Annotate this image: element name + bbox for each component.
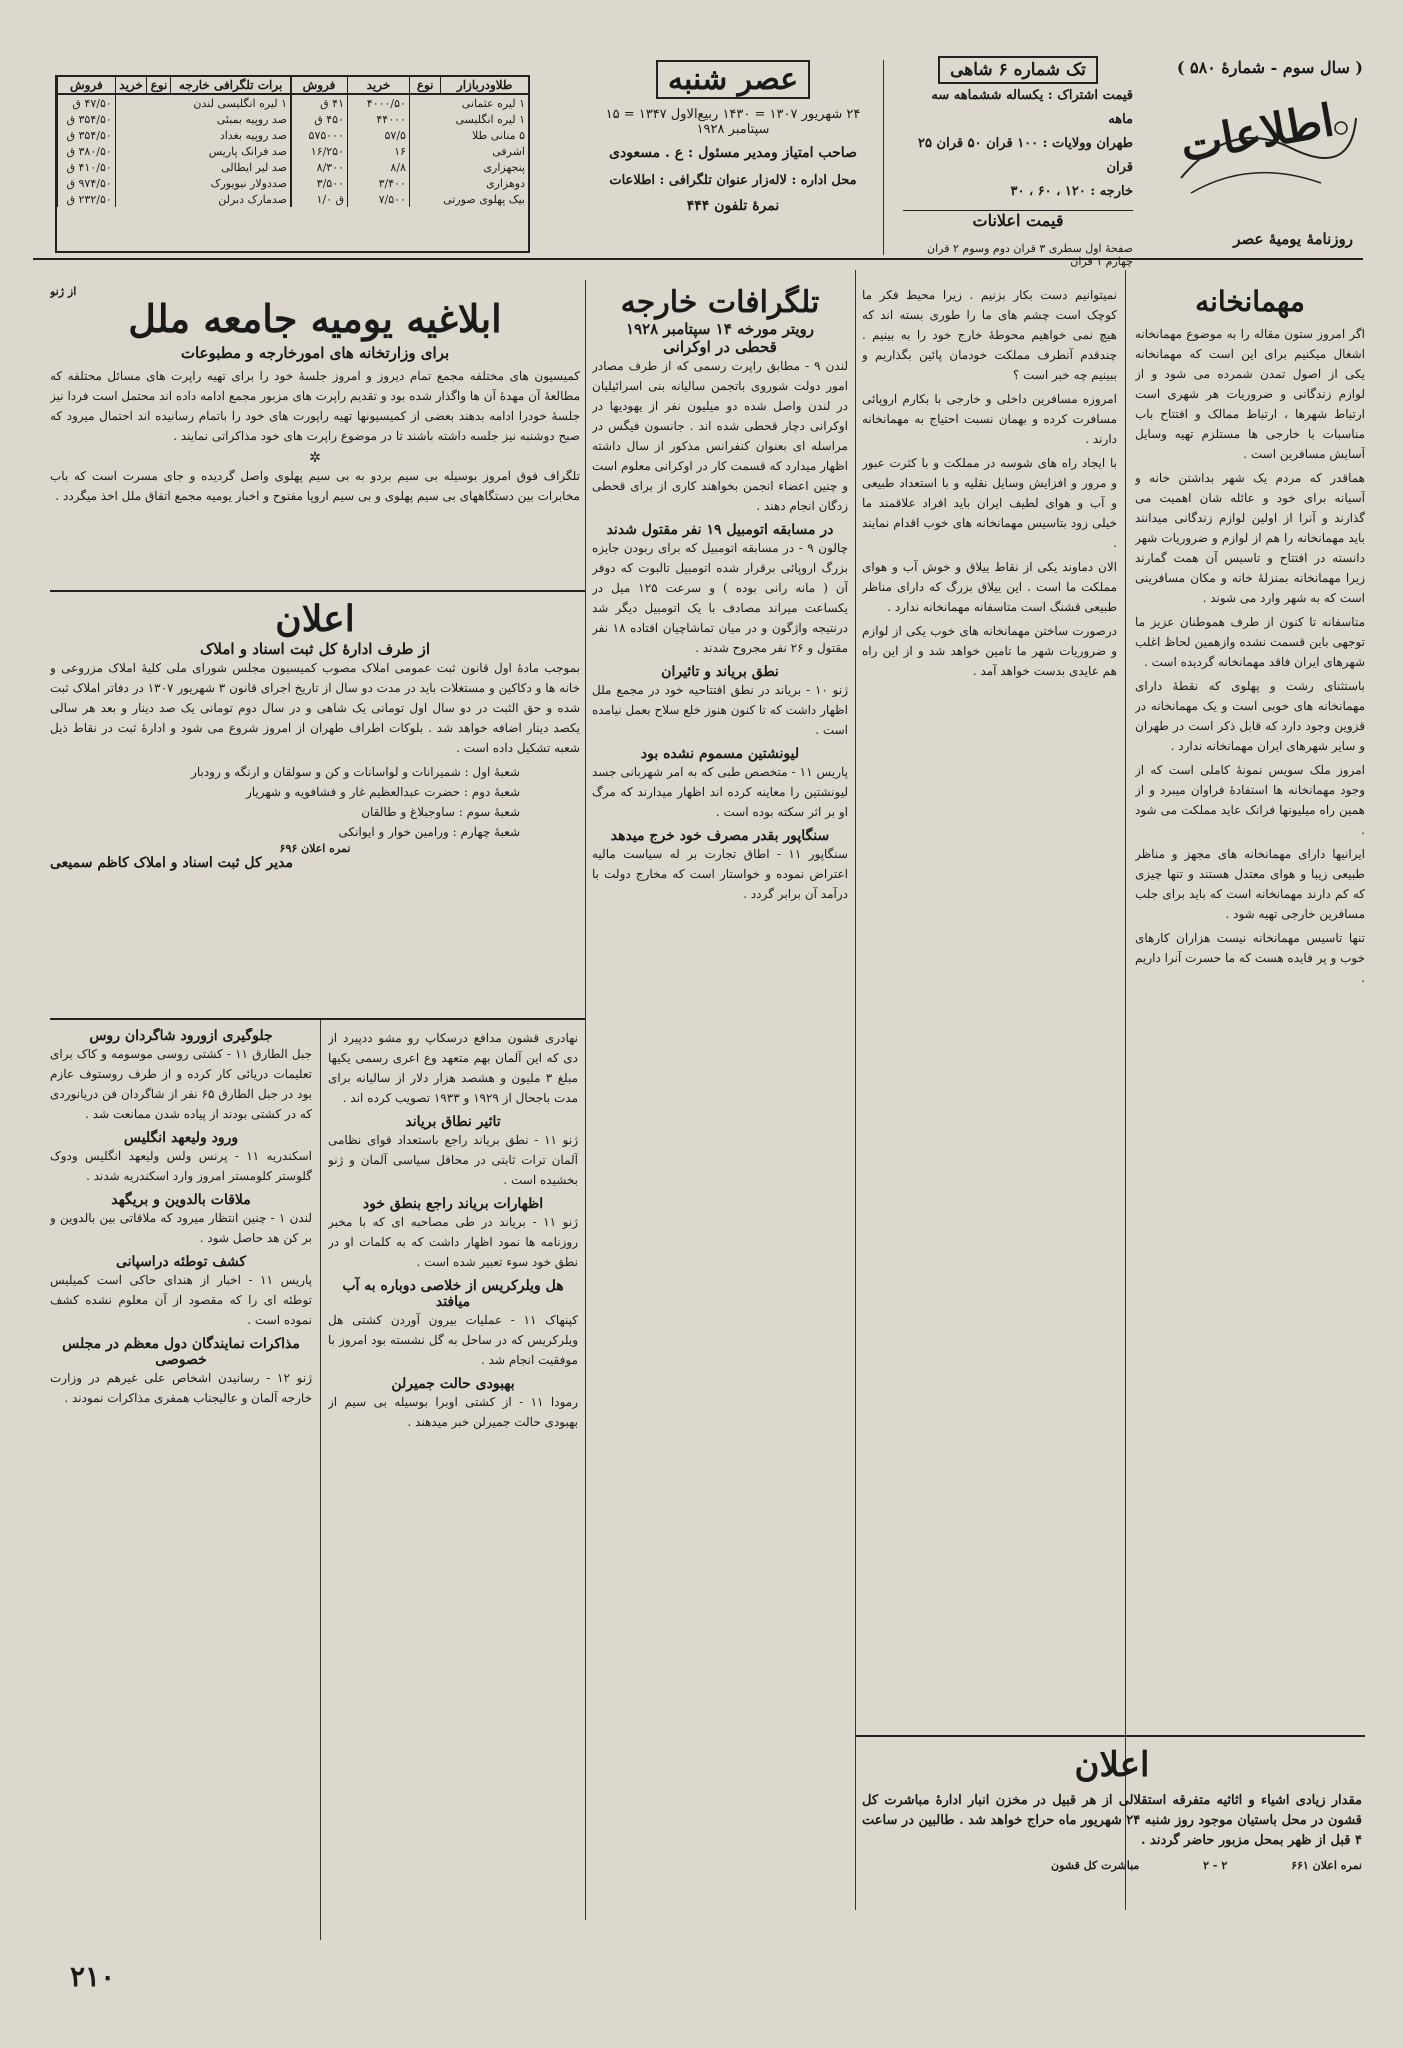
gold-header-kind: نوع: [409, 77, 440, 94]
gold-header-type: طلاودربازار: [441, 77, 528, 94]
league-headline: ابلاغیه یومیه جامعه ملل: [128, 296, 502, 341]
baldwin-headline: ملاقات بالدوین و بریگهد: [111, 1192, 251, 1208]
table-row: صد روپیه بغداد ۳۵۴/۵۰ ق: [58, 127, 291, 143]
league-subhead: برای وزارتخانه های امورخارجه و مطبوعات: [180, 343, 450, 362]
list-item: شعبهٔ چهارم : ورامین خوار و ایوانکی: [338, 825, 520, 839]
foreign-subhead-2: قحطی در اوکرانی: [663, 338, 777, 356]
hotel-headline: مهمانخانه: [1195, 285, 1305, 318]
exchange-table: [57, 77, 292, 207]
ads-rates: صفحهٔ اول سطری ۳ قران دوم وسوم ۲ قران چهارم ۱ قران: [927, 242, 1133, 268]
mid-column: نهادری قشون مدافع درسکاپ رو مشو ددپیرد از دی که این آلمان بهم متعهد وع اعری رسمی یکیها مبلغ ۳ ملیون و هشصد هزار دلار از سالیانه برای مدت باجحال از ۱۹۲۹ و ۱۹۳۳ تصویب کرده اند . تاثیر نطاق بریاند ژنو ۱۱ - نطق بریاند راجع باستعداد قوای نظامی آلمان ترات ثابتی در محافل سیاسی آلمان و ژنو بخشیده است . اظهارات بریاند راجع بنطق خود ژنو ۱۱ - بریاند در طی مصاحبه ای که با مخبر روزنامه ها نمود اظهار داشت که به کلمات او در نطق خود سوء تعبیر شده است . هل ویلرکریس از خلاصی دوباره به آب میافتد کپنهاک ۱۱ - عملیات بیرون آوردن کشتی هل ویلرکریس که در ساحل به گل نشسته بود امروز با موفقیت انجام شد . بهبودی حالت جمیرلن رمودا ۱۱ - از کشتی اوبرا بوسیله بی سیم از بهبودی حالت جمیرلن خبر میدهند .: [328, 1031, 578, 1429]
army-notice-body: مقدار زیادی اشیاء و اثاثیه متفرقه استقلالی از هر قبیل در مخزن انبار ادارهٔ مباشرت کل قشون در محل باستیان موجود روز شنبه ۲۴ شهریور ماه حراج خواهد شد . طالبین در ساعت ۴ قبل از ظهر بمحل مزبور حاضر گردند .: [862, 1793, 1362, 1848]
market-table-box: [55, 75, 530, 253]
exchange-header-sell: فروش: [58, 77, 116, 94]
masthead-rule: [33, 258, 1363, 260]
table-row: صدمارک دبرلن ۲۳۲/۵۰ ق: [58, 191, 291, 207]
subscription-label: قیمت اشتراک : یکساله ششماهه سه ماهه: [931, 88, 1133, 127]
newspaper-logo: اطلاعات: [1177, 94, 1339, 173]
ship-headline: هل ویلرکریس از خلاصی دوباره به آب میافتد: [342, 1278, 564, 1310]
star-ornament-icon: ✲: [309, 449, 321, 466]
hotel-article: مهمانخانه اگر امروز ستون مقاله را به موضوع مهمانخانه اشغال میکنیم برای این است که مهمانخانه یکی از اصول تمدن شمرده می شود و از لوازم زندگانی و ضروریات هر شهری است ارتباط شهرها ، ارتباط ممالک و افتتاح باب مناسبات با خارجی ها مستلزم تهیه وسایل آسایش مسافرین است . هماقدر که مردم یک شهر بداشتن خانه و آسیانه برای خود و عائله شان اهمیت می گذارند و آنرا از اولین لوازم زندگانی میدانند باید مهمانخانه را هم از لوازم و ضروریات شهر دانسته در افتتاح و تاسیس آن همت گمارند زیرا مهمانخانه بمنزلهٔ خانه و مکان مسافرینی است که به شهر وارد می شوند . متاسفانه تا کنون از طرف هموطنان عزیز ما توجهی باین قسمت نشده وازهمین لحاظ اغلب شهرهای ایران فاقد مهمانخانه گردیده است . باستثنای رشت و پهلوی که نقطهٔ دارای مهمانخانه های خوبی است و یک مهمانخانه در قزوین وجود دارد که قابل ذکر است در طهران و سایر شهرهای ایران مهمانخانه ندارد . امروز ملک سویس نمونهٔ کاملی است که از وجود مهمانخانه ها استفادهٔ فراوان میبرد و از همین راه میلیونها فرانک عاید مملکت می شود . ایرانیها دارای مهمانخانه های مجهز و مناظر طبیعی زیبا و هوای معتدل هستند و تنها چیزی که کم دارند مهمانخانه است که باید برای جلب مسافرین خارجی تهیه شود . تنها تاسیس مهمانخانه نیست هزاران کارهای خوب و پر فایده هست که ما حسرت آنرا داریم .: [1135, 285, 1365, 985]
table-row: ۱ لیره عثمانی ۴۰۰۰/۵۰ ۴۱ ق: [291, 94, 529, 111]
subscription-block: [903, 60, 1133, 268]
foreign-telegrams: تلگرافات خارجه رویتر مورخه ۱۴ سپتامبر ۱۹۲۸ قحطی در اوکرانی لندن ۹ - مطابق راپرت رسمی که از طرف مصادر امور دولت شوروی باتجمن سالیانه بنی اسرائیلیان در لندن واصل شده دو میلیون نفر از یهودیها در اوکرانی دچار قحطی شده اند . جانسون فیگس در مراسله ای بعنوان کنفرانس مذکور از سال داشته اظهار میدارد که قسمت کار در اوکرانی معلوم است و چنین اعضاء انجمن بخواهند کاری از برای قحطی زدگان انجام دهند . در مسابقه اتومبیل ۱۹ نفر مقتول شدند چالون ۹ - در مسابقه اتومبیل که برای ربودن جایزه بزرگ اروپائی برقرار شده اتومبیل تالبوت که دوفر آن ( مانه رانی بوده ) و سرعت ۱۲۵ میل در یکساعت میراند مصادف با یک اتومبیل دیگر شد درنتیجه واژگون و در میان تماشاچیان افتاده ۱۸ نفر مقتول و ۲۶ نفر مجروح شدند . نطق بریاند و تاثیران ژنو ۱۰ - بریاند در نطق افتتاحیه خود در مجمع ملل اظهار داشت که تا کنون هنوز خلع سلاح بعمل نیامده است . لیونشتین مسموم نشده بود پاریس ۱۱ - متخصص طبی که به امر شهربانی جسد لیونشتین را معاینه کرده اند اظهار میدارند که مرگ او بر اثر سکته بوده است . سنگاپور بقدر مصرف خود خرج میدهد سنگاپور ۱۱ - اطاق تجارت بر له سیاست مالیه اعتراض نموده و خواستار است که مخارج دولت با درآمد آن برابر گردد .: [592, 285, 848, 901]
logo-flourish-icon: [1171, 98, 1361, 208]
table-row: اشرفی ۱۶ ۱۶/۲۵۰: [291, 143, 529, 159]
subscription-abroad: خارجه : ۱۲۰ ، ۶۰ ، ۳۰: [1010, 184, 1133, 199]
league-dateline: از ژنو: [50, 285, 77, 298]
gold-table: [290, 77, 528, 207]
league-article: از ژنو ابلاغیه یومیه جامعه ملل برای وزارتخانه های امورخارجه و مطبوعات کمیسیون های مختلفه مجمع تمام دیروز و امروز جلسهٔ خود را برای تهیه راپرت های مسائل محتلفه که مطالعهٔ آن مهدهٔ آن ها واگذار شده بود و تقدیم راپرت های مزبور مجمع ادامه داده اند محتمل است فردا نیز جلسهٔ خودرا ادامه بدهند بعضی از کمیسیونها تهیه راپورت های خود را باتمام رسانیده اند احتمال میرود که صبح دوشنبه نیز جلسه داشته باشند تا در موضوع راپرت های خود مذاکراتی نمایند . ✲ تلگراف فوق امروز بوسیله بی سیم بردو به بی سیم پهلوی واصل گردیده و جای مسرت است که باب مخابرات بین دستگاههای بی سیم پهلوی و بی سیم اروپا مفتوح و اخبار یومیه مجمع اتفاق ملل اخذ میگردد .: [50, 285, 580, 503]
foreign-subhead: رویتر مورخه ۱۴ سپتامبر ۱۹۲۸: [625, 320, 815, 338]
spain-headline: کشف توطئه دراسپانی: [115, 1254, 247, 1270]
health-headline: بهبودی حالت جمیرلن: [391, 1376, 515, 1392]
registry-headline: اعلان: [275, 598, 355, 640]
owner-line: صاحب امتیاز ومدیر مسئول : ع . مسعودی: [609, 145, 857, 161]
table-row: ۱ لیره انگلیسی ۴۴۰۰۰ ۴۵۰ ق: [291, 111, 529, 127]
registry-signature: مدیر کل ثبت اسناد و املاک کاظم سمیعی: [50, 855, 293, 871]
hotel-article-continued: نمیتوانیم دست بکار بزنیم . زیرا محیط فکر ما کوچک است چشم های ما را طوری بسته اند که هیچ نمی خواهیم محوطهٔ خارج خود را به بینیم . چندقدم آنطرف مملکت خودمان پائین بگذاریم و ببینیم چه خبر است ؟ امروزه مسافرین داخلی و خارجی با بکارم اروپائی مسافرت کرده و بهمان نسبت احتیاج به مهمانخانه دارند . با ایجاد راه های شوسه در مملکت و با کثرت عبور و مرور و افزایش وسایل نقلیه و با استعداد طبیعی و آب و هوای لطیف ایران باید افراد علاقمند ما خیلی زود بتاسیس مهمانخانه های خوب اقدام نمایند . الان دماوند یکی از نقاط ییلاق و خوش آب و هوای مملکت ما است . این ییلاق بزرگ که دارای مناظر طبیعی قشنگ است متاسفانه مهمانخانه ندارد . درصورت ساختن مهمانخانه های خوب یکی از لوازم و ضروریات شهر ما تامین خواهد شد و از این راه هم عایدی بدست خواهد آمد .: [862, 288, 1117, 678]
lions-headline: لیونشتین مسموم نشده بود: [640, 746, 800, 762]
list-item: شعبهٔ سوم : ساوجبلاغ و طالقان: [361, 805, 520, 819]
date-line: ۲۴ شهریور ۱۳۰۷ = ۱۴۳۰ ربیع‌الاول ۱۳۴۷ = ۱۵ سپتامبر ۱۹۲۸: [605, 107, 861, 137]
list-item: شعبهٔ اول : شمیرانات و لواسانات و کن و سولقان و ارنگه و رودبار: [191, 765, 520, 779]
exchange-header-buy: خرید: [115, 77, 147, 94]
table-row: صد روپیه بمبئی ۳۵۴/۵۰ ق: [58, 111, 291, 127]
single-price: تک شماره ۶ شاهی: [938, 56, 1098, 84]
table-row: پنجهزاری ۸/۸ ۸/۳۰۰: [291, 159, 529, 175]
army-notice-headline: اعلان: [1074, 1745, 1150, 1785]
table-row: دوهزاری ۳/۴۰۰ ۳/۵۰۰: [291, 175, 529, 191]
list-item: شعبهٔ دوم : حضرت عبدالعظیم غار و فشافویه و شهریار: [245, 785, 520, 799]
briand-headline: نطق بریاند و تاثیران: [661, 664, 779, 680]
left-column: جلوگیری ازورود شاگردان روس جبل الطارق ۱۱ - کشتی روسی موسومه و کاک برای تعلیمات دریائی کار کرده و از طرف روستوف عازم بود در جبل الطارق ۶۵ نفر از شاگردان فن دریانوردی که در کشتی بودند از پیاده شدن ممانعت شد . ورود ولیعهد انگلیس اسکندریه ۱۱ - پرنس ولس ولیعهد انگلیس ودوک گلوستر کلومستر امروز وارد اسکندریه شدند . ملاقات بالدوین و بریگهد لندن ۱ - چنین انتظار میرود که ملاقاتی بین بالدوین و بر کن هد حاصل شود . کشف توطئه دراسپانی پاریس ۱۱ - اخبار از هندای حاکی است کمیلیس توطئه ای را که مقصود از آن معلوم نشده کشف نموده است . مذاکرات نمایندگان دول معظم در مجلس خصوصی ژنو ۱۲ - رسانیدن اشخاص علی غیرهم در وزارت خارجه آلمان و عالیجناب همفری مذاکرات نمودند .: [50, 1028, 312, 1405]
table-row: صد لیر ایطالی ۴۱۰/۵۰ ق: [58, 159, 291, 175]
table-row: ۵ منانی طلا ۵۷/۵ ۵۷۵۰۰۰: [291, 127, 529, 143]
briand-effect-headline: تاثیر نطاق بریاند: [405, 1114, 501, 1130]
registry-notice: اعلان از طرف ادارهٔ کل ثبت اسناد و املاک بموجب مادهٔ اول قانون ثبت عمومی املاک مصوب کمیسیون مجلس شورای ملی کلیهٔ املاک مزروعی و خانه ها و دکاکین و مستغلات باید در مدت دو سال از تاریخ اجرای قانون ۳ شهریور ۱۳۰۷ در دفاتر املاک ثبت شده و حق الثبت در دو سال اول تومانی یک شاهی و در سال دوم تومانی یک صد دینار و بعد هر سالی یکصد دینار اضافه خواهد شد . بلوکات اطراف طهران از امروز شروع می شود و ادارهٔ ثبت در نقاط ذیل شعبه تشکیل داده است . شعبهٔ اول : شمیرانات و لواسانات و کن و سولقان و ارنگه و رودبار شعبهٔ دوم : حضرت عبدالعظیم غار و فشافویه و شهریار شعبهٔ سوم : ساوجبلاغ و طالقان شعبهٔ چهارم : ورامین خوار و ایوانکی نمره اعلان ۶۹۶ مدیر کل ثبت اسناد و املاک کاظم سمیعی: [50, 598, 580, 871]
logo-block: [1163, 90, 1363, 220]
army-notice: [862, 1745, 1362, 1935]
exchange-header-type: برات تلگرافی خارجه: [171, 77, 290, 94]
gold-header-buy: خرید: [348, 77, 410, 94]
issue-number: ( سال سوم - شمارهٔ ۵۸۰ ): [1176, 58, 1363, 77]
exchange-header-kind: نوع: [147, 77, 171, 94]
table-row: صددولار نیویورک ۹۷۴/۵۰ ق: [58, 175, 291, 191]
phone-line: نمرهٔ تلفون ۴۴۴: [686, 198, 780, 214]
ads-title: قیمت اعلانات: [903, 210, 1133, 230]
army-notice-signature: مباشرت کل قشون: [1051, 1859, 1140, 1872]
russia-headline: جلوگیری ازورود شاگردان روس: [89, 1028, 273, 1044]
table-row: ۱ لیره انگلیسی لندن ۴۷/۵۰ ق: [58, 94, 291, 111]
army-notice-times: ۲ - ۲: [1203, 1859, 1228, 1872]
tagline: روزنامهٔ یومیهٔ عصر: [1233, 230, 1353, 248]
foreign-headline: تلگرافات خارجه: [620, 285, 820, 320]
race-headline: در مسابقه اتومبیل ۱۹ نفر مقتول شدند: [606, 522, 834, 538]
conference-headline: مذاکرات نمایندگان دول معظم در مجلس خصوصی: [62, 1336, 300, 1368]
prince-headline: ورود ولیعهد انگلیس: [123, 1130, 239, 1146]
table-row: صد فرانک پاریس ۳۸۰/۵۰ ق: [58, 143, 291, 159]
table-row: بیک پهلوی صورتی ۷/۵۰۰ ق ۱/۰: [291, 191, 529, 207]
name-block: [588, 60, 878, 214]
briand-statement-headline: اظهارات بریاند راجع بنطق خود: [362, 1196, 544, 1212]
gold-header-sell: فروش: [291, 77, 348, 94]
office-line: محل اداره : لاله‌زار عنوان تلگرافی : اطلاعات: [609, 173, 857, 188]
registry-number: نمره اعلان ۶۹۶: [279, 842, 351, 855]
army-notice-number: نمره اعلان ۶۶۱: [1291, 1859, 1362, 1872]
page-number: ۲۱۰: [70, 1960, 116, 1993]
singapore-headline: سنگاپور بقدر مصرف خود خرج میدهد: [610, 828, 830, 844]
edition-name: عصر شنبه: [656, 60, 810, 99]
subscription-tehran: طهران وولایات : ۱۰۰ قران ۵۰ قران ۲۵ قران: [918, 136, 1133, 175]
registry-subhead: از طرف ادارهٔ کل ثبت اسناد و املاک: [199, 640, 431, 658]
